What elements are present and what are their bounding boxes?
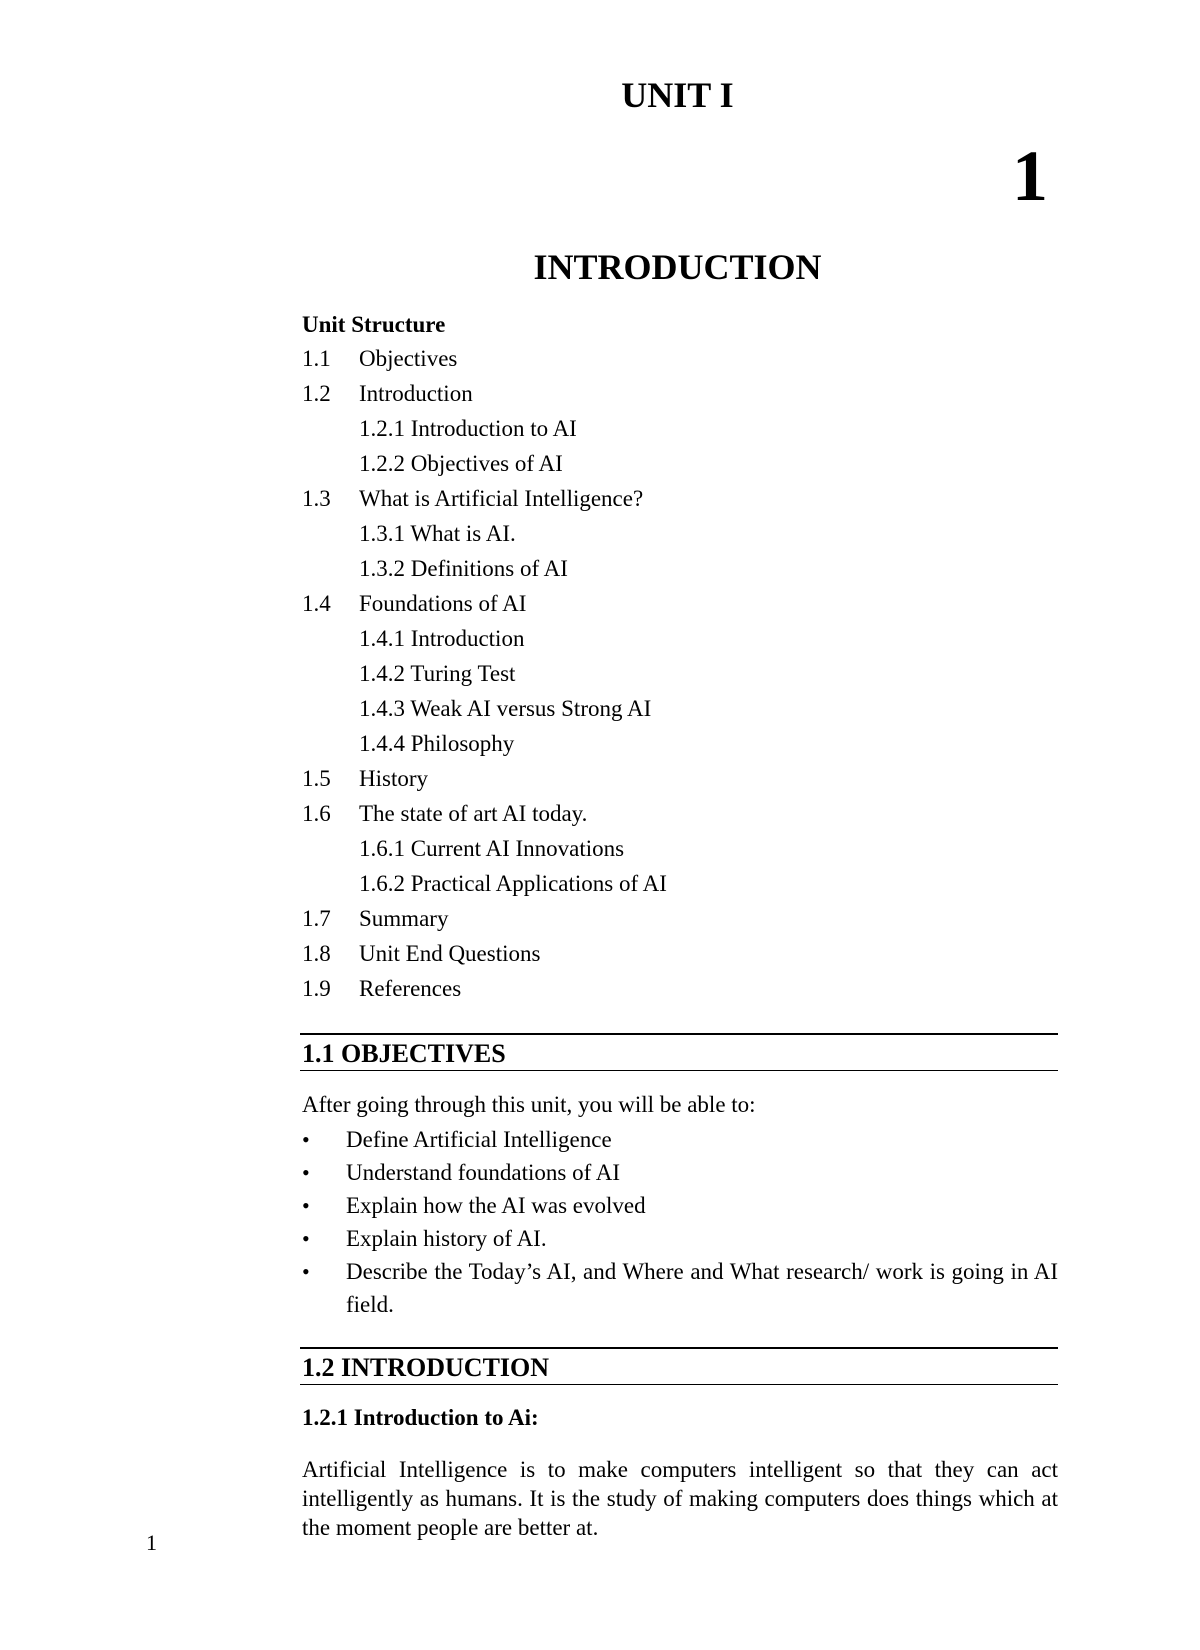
toc-item xyxy=(302,481,1062,516)
bullet-icon: • xyxy=(302,1127,310,1152)
toc-item-label: Unit End Questions xyxy=(359,941,541,966)
toc-item-label: 1.4.3 Weak AI versus Strong AI xyxy=(359,696,652,721)
objective-item xyxy=(302,1156,1058,1189)
toc-subitem xyxy=(302,516,1062,551)
toc-item-number: 1.7 xyxy=(302,906,331,931)
toc-item-number: 1.8 xyxy=(302,941,331,966)
toc-item xyxy=(302,796,1062,831)
toc-item-label: Summary xyxy=(359,906,449,931)
toc-item-number: 1.4 xyxy=(302,591,331,616)
toc-subitem xyxy=(302,726,1062,761)
unit-structure-title: Unit Structure xyxy=(302,312,446,337)
toc-item-label: References xyxy=(359,976,462,1001)
toc-item-label: 1.2.1 Introduction to AI xyxy=(359,416,577,441)
toc-subitem xyxy=(302,551,1062,586)
toc-item-label: History xyxy=(359,766,428,791)
toc-item-label: 1.6.2 Practical Applications of AI xyxy=(359,871,667,896)
objective-text: Explain history of AI. xyxy=(346,1226,547,1251)
toc-item-number: 1.1 xyxy=(302,346,331,371)
toc-item xyxy=(302,936,1062,971)
toc-item-number: 1.6 xyxy=(302,801,331,826)
toc-item-label: Introduction xyxy=(359,381,473,406)
unit-structure xyxy=(302,309,1062,1006)
objectives-intro: After going through this unit, you will be able to: xyxy=(302,1092,756,1117)
toc-item xyxy=(302,341,1062,376)
page-number: 1 xyxy=(146,1530,157,1555)
objective-text: Understand foundations of AI xyxy=(346,1160,621,1185)
toc-item-label: 1.4.1 Introduction xyxy=(359,626,525,651)
toc-subitem xyxy=(302,656,1062,691)
toc-item-number: 1.2 xyxy=(302,381,331,406)
toc-item-label: Objectives xyxy=(359,346,458,371)
chapter-number: 1 xyxy=(1012,136,1048,216)
toc-subitem xyxy=(302,831,1062,866)
unit-heading: UNIT I xyxy=(621,75,734,115)
toc-subitem xyxy=(302,621,1062,656)
toc-subitem xyxy=(302,691,1062,726)
introduction-subheading: 1.2.1 Introduction to Ai: xyxy=(302,1405,539,1430)
bullet-icon: • xyxy=(302,1226,310,1251)
toc-list xyxy=(302,341,1062,1006)
toc-item-label: Foundations of AI xyxy=(359,591,527,616)
bullet-icon: • xyxy=(302,1160,310,1185)
objective-text: Define Artificial Intelligence xyxy=(346,1127,612,1152)
toc-item-number: 1.5 xyxy=(302,766,331,791)
toc-item-label: 1.4.2 Turing Test xyxy=(359,661,516,686)
objective-item xyxy=(302,1189,1058,1222)
toc-item-number: 1.3 xyxy=(302,486,331,511)
toc-item-label: The state of art AI today. xyxy=(359,801,588,826)
toc-subitem xyxy=(302,411,1062,446)
objectives-heading: 1.1 OBJECTIVES xyxy=(300,1033,1058,1071)
toc-item-label: 1.3.1 What is AI. xyxy=(359,521,516,546)
introduction-paragraph: Artificial Intelligence is to make computers intelligent so that they can act intelligently as humans. It is the study of making computers does things which at the moment people are better at. xyxy=(302,1457,1058,1540)
bullet-icon: • xyxy=(302,1193,310,1218)
toc-item-label: What is Artificial Intelligence? xyxy=(359,486,644,511)
toc-item xyxy=(302,376,1062,411)
objective-text: Explain how the AI was evolved xyxy=(346,1193,646,1218)
introduction-heading: 1.2 INTRODUCTION xyxy=(300,1347,1058,1385)
toc-subitem xyxy=(302,446,1062,481)
toc-item-label: 1.3.2 Definitions of AI xyxy=(359,556,568,581)
toc-item-label: 1.6.1 Current AI Innovations xyxy=(359,836,625,861)
objective-item xyxy=(302,1123,1058,1156)
toc-subitem xyxy=(302,866,1062,901)
toc-item-label: 1.2.2 Objectives of AI xyxy=(359,451,563,476)
toc-item-number: 1.9 xyxy=(302,976,331,1001)
toc-item xyxy=(302,761,1062,796)
toc-item-label: 1.4.4 Philosophy xyxy=(359,731,515,756)
toc-item xyxy=(302,901,1062,936)
objectives-list xyxy=(302,1123,1058,1321)
objective-text: Describe the Today’s AI, and Where and What research/ work is going in AI field. xyxy=(346,1259,1058,1317)
chapter-title: INTRODUCTION xyxy=(533,247,822,287)
toc-item xyxy=(302,971,1062,1006)
objective-item xyxy=(302,1222,1058,1255)
toc-item xyxy=(302,586,1062,621)
bullet-icon: • xyxy=(302,1259,310,1284)
objective-item xyxy=(302,1255,1058,1321)
